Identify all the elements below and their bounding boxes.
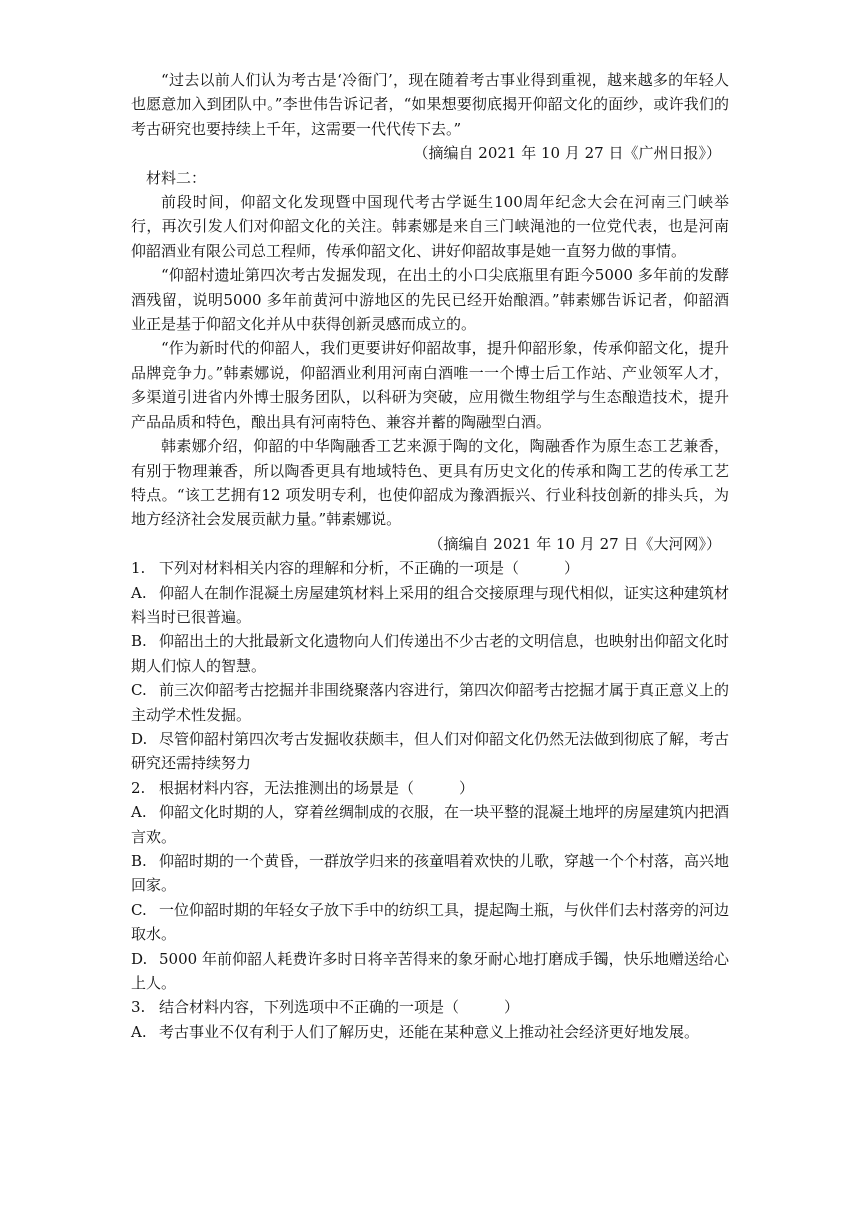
option-label: B.	[131, 632, 147, 651]
question-1-number: 1.	[131, 559, 146, 578]
question-1-stem	[131, 556, 729, 580]
question-2-option-c	[131, 898, 729, 947]
option-label: A.	[131, 583, 147, 602]
document-content	[131, 68, 729, 1044]
option-label: B.	[131, 852, 147, 870]
option-text: 仰韶时期的一个黄昏，一群放学归来的孩童唱着欢快的儿歌，穿越一个个村落，高兴地回家。	[131, 852, 730, 895]
question-1-option-b	[131, 629, 729, 678]
material-two-paragraph-4: 韩素娜介绍，仰韶的中华陶融香工艺来源于陶的文化，陶融香作为原生态工艺兼香，有别于物理兼香，所以陶香更具有地域特色、更具有历史文化的传承和陶工艺的传承工艺特点。“该工艺拥有12 项发明专利，也使仰韶成为豫酒振兴、行业科技创新的排头兵，为地方经济社会发展贡献力量。”韩素娜说。	[131, 437, 729, 529]
question-3-stem	[131, 995, 729, 1019]
option-text: 前三次仰韶考古挖掘并非围绕聚落内容进行，第四次仰韶考古挖掘才属于真正意义上的主动学术性发掘。	[131, 681, 730, 724]
option-label: D.	[131, 949, 148, 968]
option-text: 一位仰韶时期的年轻女子放下手中的纺织工具，提起陶土瓶，与伙伴们去村落旁的河边取水。	[131, 900, 730, 944]
option-label: C.	[131, 900, 147, 919]
option-label: A.	[131, 1022, 147, 1041]
option-text: 考古事业不仅有利于人们了解历史，还能在某种意义上推动社会经济更好地发展。	[159, 1022, 700, 1041]
question-2-stem	[131, 776, 729, 800]
option-label: A.	[131, 803, 147, 822]
question-1-option-c	[131, 678, 729, 727]
option-text: 仰韶人在制作混凝土房屋建筑材料上采用的组合交接原理与现代相似，证实这种建筑材料当时已很普遍。	[131, 583, 730, 626]
option-text: 5000 年前仰韶人耗费许多时日将辛苦得来的象牙耐心地打磨成手镯，快乐地赠送给心上人。	[131, 949, 729, 993]
question-2-text: 根据材料内容，无法推测出的场景是（ ）	[159, 778, 475, 797]
option-text: 尽管仰韶村第四次考古发掘收获颇丰，但人们对仰韶文化仍然无法做到彻底了解，考古研究还需持续努力	[131, 729, 730, 773]
question-2-number: 2.	[131, 778, 146, 797]
question-2-option-a	[131, 800, 729, 849]
question-1-option-d	[131, 727, 729, 776]
option-label: C.	[131, 681, 147, 700]
option-text: 仰韶出土的大批最新文化遗物向人们传递出不少古老的文明信息，也映射出仰韶文化时期人们惊人的智慧。	[131, 632, 730, 675]
question-2-option-b	[131, 849, 729, 898]
question-2-option-d	[131, 947, 729, 996]
material-two-paragraph-2: “仰韶村遗址第四次考古发掘发现，在出土的小口尖底瓶里有距今5000 多年前的发酵酒残留，说明5000 多年前黄河中游地区的先民已经开始酿酒。”韩素娜告诉记者，仰韶酒业正是基于仰韶文化并从中获得创新灵感而成立的。	[131, 266, 729, 334]
material-two-heading: 材料二：	[146, 168, 207, 187]
question-3-option-a	[131, 1020, 729, 1044]
question-3-text: 结合材料内容，下列选项中不正确的一项是（ ）	[159, 998, 520, 1017]
quote-paragraph: “过去以前人们认为考古是‘冷衙门’，现在随着考古事业得到重视，越来越多的年轻人也愿意加入到团队中。”李世伟告诉记者，“如果想要彻底揭开仰韶文化的面纱，或许我们的考古研究也要持续上千年，这需要一代代传下去。”	[131, 71, 729, 138]
source-citation-guangzhou: （摘编自 2021 年 10 月 27 日《广州日报》）	[413, 144, 721, 163]
question-1-option-a	[131, 581, 729, 630]
question-1-text: 下列对材料相关内容的理解和分析，不正确的一项是（ ）	[159, 559, 580, 578]
option-text: 仰韶文化时期的人，穿着丝绸制成的衣服，在一块平整的混凝土地坪的房屋建筑内把酒言欢。	[131, 803, 730, 846]
option-label: D.	[131, 729, 148, 748]
question-3-number: 3.	[131, 998, 146, 1017]
source-citation-dahe: （摘编自 2021 年 10 月 27 日《大河网》）	[428, 534, 721, 553]
material-two-paragraph-1: 前段时间，仰韶文化发现暨中国现代考古学诞生100周年纪念大会在河南三门峡举行，再次引发人们对仰韶文化的关注。韩素娜是来自三门峡渑池的一位党代表，也是河南仰韶酒业有限公司总工程师，传承仰韶文化、讲好仰韶故事是她一直努力做的事情。	[131, 193, 729, 260]
material-two-paragraph-3: “作为新时代的仰韶人，我们更要讲好仰韶故事，提升仰韶形象，传承仰韶文化，提升品牌竞争力。”韩素娜说，仰韶酒业利用河南白酒唯一一个博士后工作站、产业领军人才，多渠道引进省内外博士服务团队，以科研为突破，应用微生物组学与生态酿造技术，提升产品品质和特色，酿出具有河南特色、兼容并蓄的陶融型白酒。	[131, 339, 729, 431]
